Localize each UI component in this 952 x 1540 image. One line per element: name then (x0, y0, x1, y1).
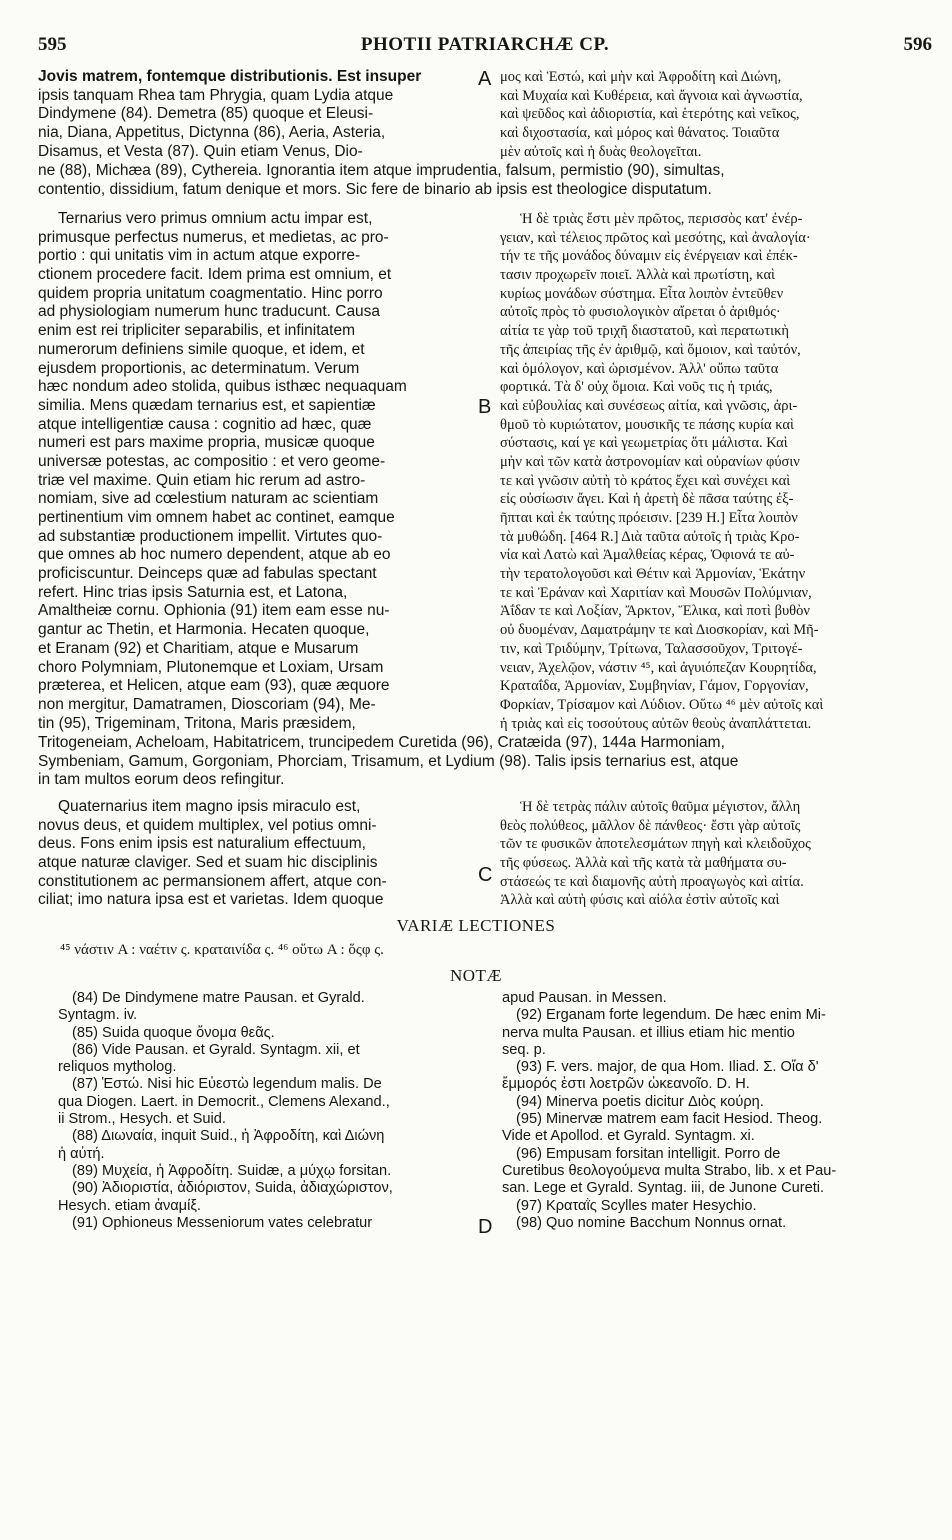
text-line: ἡ τριὰς καὶ εἰς τοσούτους αὐτῶν θεοὺς ἀναπλάττεται. (500, 715, 812, 732)
text-line: καὶ διχοστασία, καὶ μόρος καὶ θάνατος. Τοιαῦτα (500, 125, 780, 142)
note-line: (89) Μυχεία, ἡ Ἀφροδίτη. Suidæ, a μύχῳ forsitan. (72, 1162, 392, 1179)
text-line: ctionem procedere facit. Idem prima est omnium, et (38, 266, 392, 284)
margin-marker-d: D (478, 1216, 493, 1238)
variae-lectiones-heading: VARIÆ LECTIONES (396, 916, 556, 935)
text-line: refert. Hinc trias ipsis Saturnia est, et Latona, (38, 583, 348, 601)
text-line: αὐτοῖς πρὸς τὸ φυσιολογικὸν αἴρεται ὁ ἀριθμός· (500, 304, 781, 321)
note-line: apud Pausan. in Messen. (502, 990, 667, 1006)
text-line: τε καὶ γνῶσιν αὐτὴ τὸ κράτος ἔχει καὶ συνέχει καὶ (500, 472, 791, 489)
text-line: gantur ac Thetin, et Harmonia. Hecaten quoque, (38, 621, 370, 639)
note-line: (85) Suida quoque ὄνομα θεᾶς. (72, 1024, 275, 1041)
text-line: similia. Mens quædam ternarius est, et sapientiæ (38, 396, 376, 414)
text-line: εἰς οὐσίωσιν ἄγει. Καὶ ἡ ἀρετὴ δὲ πᾶσα ταύτης ἐξ- (500, 491, 794, 508)
text-line: ipsis tanquam Rhea tam Phrygia, quam Lydia atque (38, 86, 394, 104)
margin-marker-c: C (478, 864, 493, 886)
text-line: καὶ εὐβουλίας καὶ συνέσεως αἰτία, καὶ γνῶσις, ἀρι- (500, 397, 798, 414)
text-line: καὶ Μυχαία καὶ Κυθέρεια, καὶ ἄγνοια καὶ ἀγνωστία, (500, 87, 803, 104)
text-line: τὴν τερατολογοῦσι καὶ Θέτιν καὶ Ἁρμονίαν, Ἑκάτην (500, 566, 806, 583)
text-line: tin (95), Trigeminam, Tritona, Maris præsidem, (38, 714, 356, 732)
note-line: Hesych. etiam ἀναμίξ. (58, 1197, 201, 1214)
text-line: τῆς ἀπειρίας τῆς ἐν ἀριθμῷ, καὶ ὅμοιον, καὶ ταὐτόν, (500, 341, 801, 358)
text-line: μὴν καὶ τῶν κατὰ ἀστρονομίαν καὶ οὐρανίων φύσιν (500, 453, 800, 470)
note-line: seq. p. (502, 1041, 546, 1058)
text-line: γειαν, καὶ τέλειος πρῶτος καὶ μεσότης, καὶ ἀναλογία· (500, 229, 811, 246)
text-line: choro Polymniam, Plutonemque et Loxiam, Ursam (38, 658, 384, 676)
note-line: ii Strom., Hesych. et Suid. (58, 1111, 226, 1128)
note-line: qua Diogen. Laert. in Democrit., Clemens Alexand., (58, 1093, 390, 1110)
note-line: Curetibus θεολογούμενα multa Strabo, lib. x et Pau- (502, 1162, 837, 1179)
margin-marker-b: B (478, 396, 492, 418)
note-line: Vide et Apollod. et Gyrald. Syntagm. xi. (502, 1128, 755, 1145)
text-line: Disamus, et Vesta (87). Quin etiam Venus, Dio- (38, 142, 363, 160)
note-line: (95) Minervæ matrem eam facit Hesiod. Theog. (516, 1111, 823, 1128)
text-line: στάσεώς τε καὶ διαμονῆς αὐτὴ προαγωγὸς καὶ αἰτία. (500, 873, 804, 890)
text-line: et Eranam (92) et Charitiam, atque e Musarum (38, 639, 359, 657)
text-line: universæ potestas, ac compositio : et vero geome- (38, 452, 386, 470)
text-line: enim est rei tripliciter separabilis, et infinitatem (38, 322, 356, 340)
text-line: ῆπται καὶ ἐκ ταύτης πρόεισιν. [239 H.] Εἶτα λοιπὸν (500, 510, 798, 526)
text-line: μος καὶ Ἑστώ, καὶ μὴν καὶ Ἀφροδίτη καὶ Διώνη, (500, 69, 782, 85)
text-line: καὶ ὁμόλογον, καὶ ὡρισμένον. Ἀλλ' οὔπω ταῦτα (500, 360, 779, 377)
text-line: τιν, καὶ Τριδύμην, Τρίτωνα, Ταλασσοῦχον, Τριτογέ- (500, 640, 803, 657)
text-line: νία καὶ Λατὼ καὶ Ἀμαλθείας κέρας, Ὀφιονά τε αὐ- (500, 547, 795, 564)
note-line: (87) Ἑστώ. Nisi hic Εὐεστὼ legendum malis. De (72, 1076, 382, 1093)
text-line: ad physiologiam numerum hunc traducunt. Causa (38, 303, 381, 321)
text-line: ad substantiæ productionem impellit. Virtutes quo- (38, 527, 383, 545)
text-line: καὶ ψεῦδος καὶ ἀδιοριστία, καὶ ἑτερότης καὶ νεῖκος, (500, 106, 800, 123)
note-line: (91) Ophioneus Messeniorum vates celebratur (72, 1214, 373, 1231)
note-line: san. Lege et Gyrald. Syntag. iii, de Junone Cureti. (502, 1180, 825, 1197)
text-line: θμοῦ τὸ κυριώτατον, μουσικῆς τε πάσης κυρία καὶ (500, 416, 794, 433)
text-line: ciliat; imo natura ipsa est et varietas. Idem quoque (38, 891, 384, 909)
latin-column-block-1 (38, 68, 476, 161)
text-line: quidem propria unitatum coagmentatio. Hinc porro (38, 284, 383, 302)
note-line: (92) Erganam forte legendum. De hæc enim Mi- (516, 1007, 826, 1024)
text-line: in tam multos eorum deos refingitur. (38, 771, 285, 789)
note-line: ἔμμορός ἐστι λοετρῶν ὠκεανοῖο. D. H. (502, 1076, 750, 1093)
text-line: præterea, et Helicen, atque eam (93), quæ æquore (38, 677, 390, 695)
text-line: triæ vel maxime. Quin etiam hic rerum ad astro- (38, 471, 366, 489)
text-line: θεὸς πολύθεος, μᾶλλον δὲ πάνθεος· ἔστι γὰρ αὐτοῖς (500, 817, 801, 834)
text-line: μὲν αὐτοῖς καὶ ἡ δυὰς θεολογεῖται. (500, 143, 702, 160)
latin-column-block-2 (38, 210, 476, 733)
note-line: (93) F. vers. major, de qua Hom. Iliad. Σ. Οἴα δ' (516, 1059, 819, 1076)
text-line: φορτικά. Τὰ δ' οὐχ ὅμοια. Καὶ νοῦς τις ἡ τριάς, (500, 379, 773, 396)
text-line: pertinentium vim omnem habet ac continet, eamque (38, 509, 395, 526)
text-line: Jovis matrem, fontemque distributionis. Est insuper (38, 68, 422, 85)
page-header (38, 34, 932, 62)
text-line: contentio, dissidium, fatum denique et mors. Sic fere de binario ab ipsis est theologice disputatum. (38, 180, 712, 198)
notae-heading: NOTÆ (449, 966, 503, 985)
latin-column-block-3 (38, 798, 476, 910)
text-line: Symbeniam, Gamum, Gorgoniam, Phorciam, Trisamum, et Lydium (98). Talis ipsis ternarius est, atque (38, 752, 739, 770)
text-line: τῶν τε φυσικῶν ἀποτελεσμάτων πηγὴ καὶ κλειδοῦχος (500, 836, 811, 853)
text-line: τε καὶ Ἐράναν καὶ Χαριτίαν καὶ Μουσῶν Πολύμνιαν, (500, 584, 812, 601)
right-page-number: 596 (903, 34, 932, 55)
text-line: que omnes ab hoc numero dependent, atque ab eo (38, 546, 391, 564)
text-line: νειαν, Ἀχελῷον, νάστιν ⁴⁵, καὶ ἀγυιόπεζαν Κουρητίδα, (500, 659, 817, 676)
full-width-block-1 (38, 162, 932, 199)
text-line: hæc nondum adeo stolida, quibus isthæc nequaquam (38, 378, 407, 396)
variae-lectiones-line: ⁴⁵ νάστιν A : ναέτιν ς. κραταινίδα ς. ⁴⁶ οὕτω A : ὅςφ ς. (60, 942, 384, 958)
text-line: primusque perfectus numerus, et medietas, ac pro- (38, 228, 389, 246)
running-title: PHOTII PATRIARCHÆ CP. (360, 34, 610, 55)
text-line: Κραταΐδα, Ἁρμονίαν, Συμβηνίαν, Γάμον, Γοργονίαν, (500, 678, 809, 695)
text-line: nia, Diana, Appetitus, Dictynna (86), Aeria, Asteria, (38, 124, 386, 142)
notes-right-column (502, 990, 932, 1232)
text-line: nomiam, sive ad cœlestium naturam ac scientiam (38, 490, 379, 508)
note-line: (94) Minerva poetis dicitur Διὸς κούρη. (516, 1093, 764, 1110)
note-line: Syntagm. iv. (58, 1007, 138, 1024)
text-line: deus. Fons enim ipsis est naturalium effectuum, (38, 835, 366, 853)
note-line: (96) Empusam forsitan intelligit. Porro de (516, 1145, 781, 1162)
text-line: κυρίως μονάδων σύστημα. Εἶτα λοιπὸν ἐντεῦθεν (500, 285, 784, 302)
text-line: Ἀλλὰ καὶ αὐτὴ φύσις καὶ αἰόλα ἐστὶν αὐτοῖς καὶ (500, 892, 780, 909)
text-line: τήν τε τῆς μονάδος δύναμιν εἰς ἐνέργειαν καὶ ἐπέκ- (500, 248, 798, 265)
text-line: proficiscuntur. Deinceps quæ ad fabulas spectant (38, 565, 377, 583)
text-line: Tritogeneiam, Acheloam, Habitatricem, truncipedem Curetida (96), Cratæida (97), 144a Harmoniam, (38, 734, 725, 751)
text-line: ne (88), Michæa (89), Cythereia. Ignorantia item atque imprudentia, falsum, permistio (90), simultas, (38, 162, 725, 179)
note-line: (86) Vide Pausan. et Gyrald. Syntagm. xii, et (72, 1041, 360, 1058)
notes-left-column (58, 990, 478, 1232)
text-line: atque naturæ claviger. Sed et suam hic disciplinis (38, 854, 378, 872)
text-line: non mergitur, Damatramen, Dioscoriam (94), Me- (38, 695, 376, 713)
text-line: οὐ δυομέναν, Δαματράμην τε καὶ Διοσκορίαν, καὶ Μῆ- (500, 622, 819, 639)
text-line: Ἡ δὲ τετρὰς πάλιν αὐτοῖς θαῦμα μέγιστον, ἄλλη (520, 799, 801, 815)
note-line: (98) Quo nomine Bacchum Nonnus ornat. (516, 1214, 787, 1231)
text-line: Dindymene (84). Demetra (85) quoque et Eleusi- (38, 105, 374, 123)
text-line: Ἡ δὲ τριὰς ἔστι μὲν πρῶτος, περισσὸς κατ' ἐνέρ- (520, 211, 803, 227)
text-line: constitutionem ac permansionem affert, atque con- (38, 872, 387, 890)
note-line: ἡ αὐτή. (58, 1145, 105, 1162)
text-line: Ἀΐδαν τε καὶ Λοξίαν, Ἄρκτον, Ἕλικα, καὶ ποτὶ βυθὸν (500, 603, 810, 620)
text-line: novus deus, et quidem multiplex, vel potius omni- (38, 816, 377, 834)
text-line: numeri est pars maxime propria, musicæ quoque (38, 434, 375, 452)
left-page-number: 595 (38, 34, 67, 55)
text-line: Φορκίαν, Τρίσαμον καὶ Λύδιον. Οὕτω ⁴⁶ μὲν αὐτοῖς καὶ (500, 696, 824, 713)
note-line: (88) Διωναία, inquit Suid., ἡ Ἀφροδίτη, καὶ Διώνη (72, 1128, 385, 1145)
greek-column-block-2 (500, 210, 932, 733)
note-line: nerva multa Pausan. et illius etiam hic mentio (502, 1024, 795, 1041)
note-line: (97) Κραταῒς Scylles mater Hesychio. (516, 1197, 757, 1214)
text-line: atque intelligentiæ causa : cognitio ad hæc, quæ (38, 415, 372, 433)
text-line: τασιν προχωρεῖν ποιεῖ. Ἀλλὰ καὶ πρωτίστη, καὶ (500, 267, 775, 284)
text-line: portio : qui unitatis vim in actum atque exporre- (38, 247, 361, 265)
text-line: σύστασις, καί γε καὶ γεωμετρίας ὅτι μάλιστα. Καὶ (500, 435, 788, 452)
text-line: ejusdem proportionis, ac determinatum. Verum (38, 359, 360, 377)
text-line: Ternarius vero primus omnium actu impar est, (58, 210, 373, 227)
margin-marker-a: A (478, 68, 492, 90)
text-line: τὰ μυθώδη. [464 R.] Διὰ ταῦτα αὐτοῖς ἡ τριὰς Κρο- (500, 528, 800, 545)
greek-column-block-3 (500, 798, 932, 910)
note-line: (84) De Dindymene matre Pausan. et Gyrald. (72, 990, 365, 1006)
text-line: τῆς φύσεως. Ἀλλὰ καὶ τῆς κατὰ τὰ μαθήματα συ- (500, 855, 787, 872)
text-line: αἰτία τε γὰρ τοῦ τριχῆ διαστατοῦ, καὶ περατωτικὴ (500, 323, 789, 340)
text-line: numerorum definiens simile quoque, et idem, et (38, 340, 365, 358)
greek-column-block-1 (500, 68, 932, 161)
text-line: Amaltheiæ cornu. Ophionia (91) item eam esse nu- (38, 602, 390, 620)
note-line: (90) Ἀδιοριστία, ἀδιόριστον, Suida, ἀδιαχώριστον, (72, 1180, 393, 1197)
full-width-block-2 (38, 734, 932, 790)
note-line: reliquos mytholog. (58, 1059, 177, 1076)
text-line: Quaternarius item magno ipsis miraculo est, (58, 798, 361, 815)
